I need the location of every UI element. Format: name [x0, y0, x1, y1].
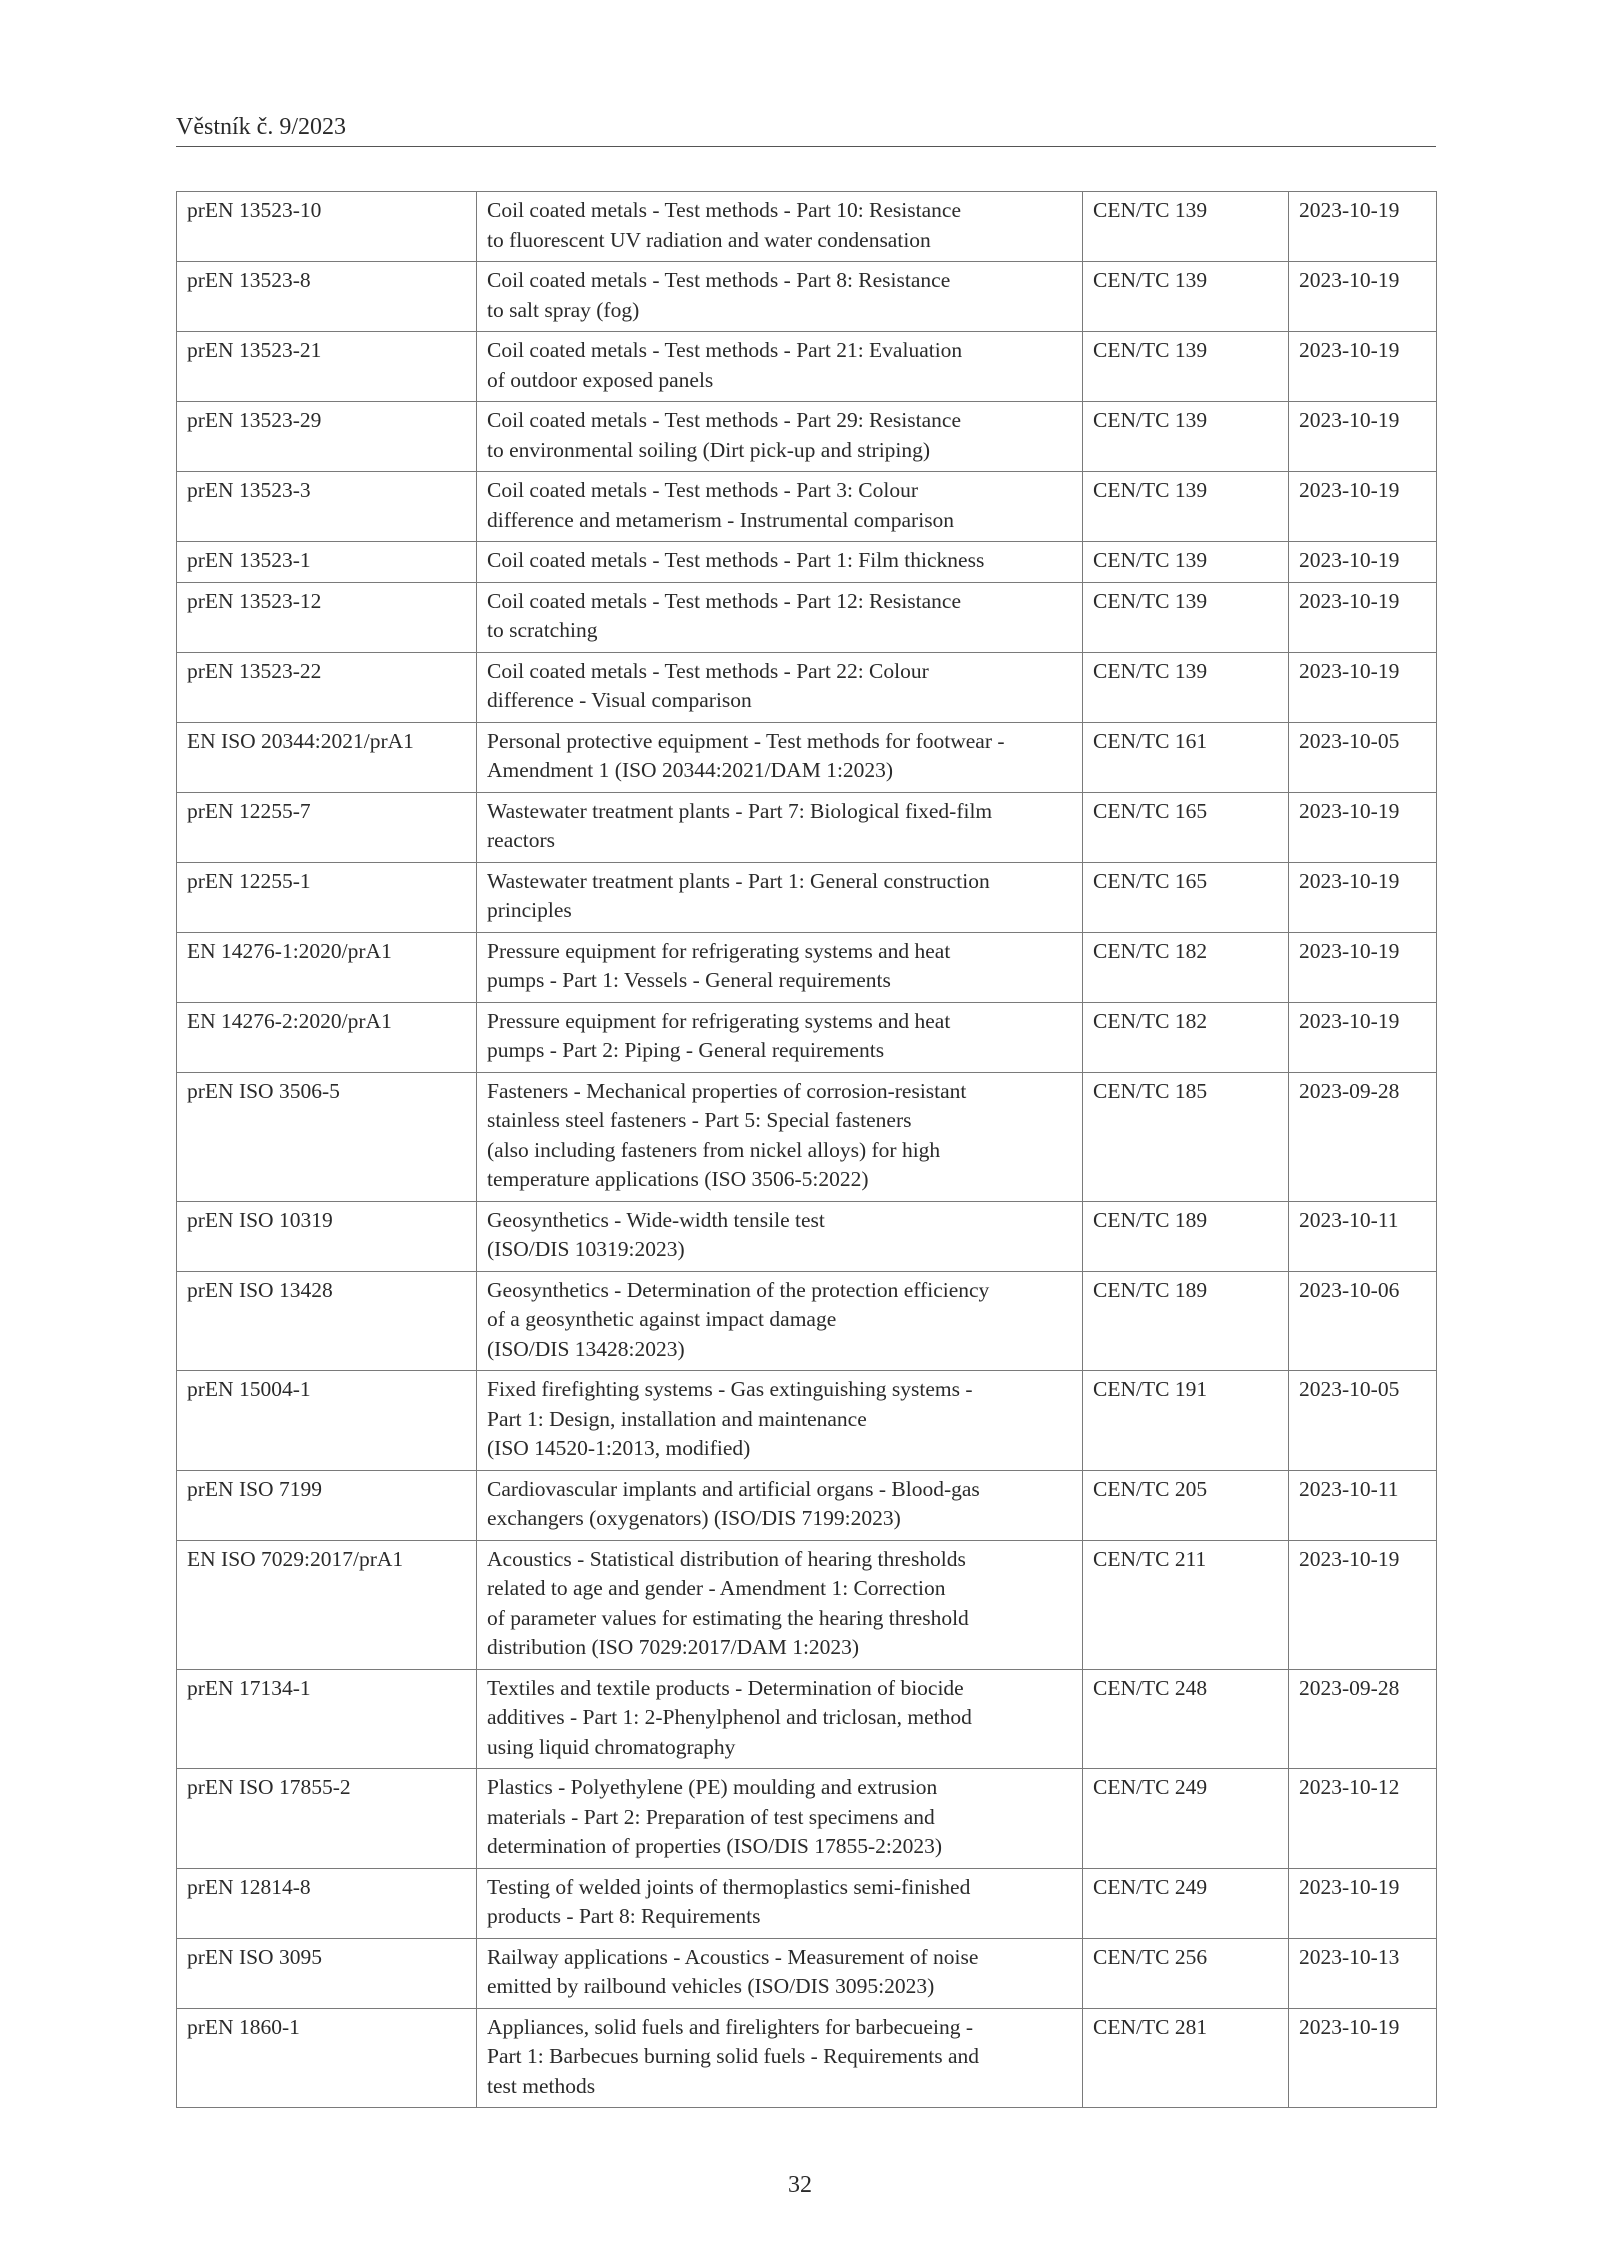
standard-title-cell — [477, 652, 1083, 722]
deadline-date-cell: 2023-10-13 — [1289, 1938, 1437, 2008]
standard-code-cell: prEN 17134-1 — [177, 1669, 477, 1769]
standard-code-cell: prEN 13523-12 — [177, 582, 477, 652]
standard-title-line: Cardiovascular implants and artificial organs - Blood-gas — [487, 1476, 980, 1501]
deadline-date-cell: 2023-10-19 — [1289, 402, 1437, 472]
standard-title-line: Pressure equipment for refrigerating systems and heat — [487, 938, 951, 963]
technical-committee-cell: CEN/TC 139 — [1083, 262, 1289, 332]
standard-title-line: Wastewater treatment plants - Part 7: Biological fixed-film — [487, 798, 993, 823]
standard-title-line: to scratching — [487, 618, 598, 642]
standard-code-cell: prEN 13523-1 — [177, 542, 477, 583]
table-row — [177, 1002, 1437, 1072]
table-row — [177, 1201, 1437, 1271]
table-row — [177, 1868, 1437, 1938]
standard-title-line: (ISO/DIS 10319:2023) — [487, 1237, 685, 1261]
table-row — [177, 1072, 1437, 1201]
deadline-date-cell: 2023-10-05 — [1289, 722, 1437, 792]
deadline-date-cell: 2023-10-19 — [1289, 1002, 1437, 1072]
standard-title-line: determination of properties (ISO/DIS 17855-2:2023) — [487, 1834, 942, 1858]
standard-title-line: Geosynthetics - Determination of the protection efficiency — [487, 1277, 990, 1302]
standard-code-cell: prEN ISO 17855-2 — [177, 1769, 477, 1869]
standard-title-line: temperature applications (ISO 3506-5:2022) — [487, 1167, 869, 1191]
standard-title-cell — [477, 1371, 1083, 1471]
table-row — [177, 192, 1437, 262]
deadline-date-cell: 2023-10-11 — [1289, 1201, 1437, 1271]
standard-code-cell: prEN 1860-1 — [177, 2008, 477, 2108]
technical-committee-cell: CEN/TC 139 — [1083, 652, 1289, 722]
standard-title-line: Part 1: Barbecues burning solid fuels - Requirements and — [487, 2044, 980, 2068]
standard-title-cell — [477, 862, 1083, 932]
page-number: 32 — [788, 2172, 812, 2198]
deadline-date-cell: 2023-09-28 — [1289, 1669, 1437, 1769]
standard-title-line: Personal protective equipment - Test methods for footwear - — [487, 728, 1005, 753]
table-row — [177, 1371, 1437, 1471]
table-row — [177, 2008, 1437, 2108]
standard-title-line: reactors — [487, 828, 556, 852]
standard-code-cell: prEN ISO 10319 — [177, 1201, 477, 1271]
standard-title-line: stainless steel fasteners - Part 5: Special fasteners — [487, 1108, 912, 1132]
technical-committee-cell: CEN/TC 139 — [1083, 192, 1289, 262]
table-row — [177, 402, 1437, 472]
deadline-date-cell: 2023-10-19 — [1289, 2008, 1437, 2108]
table-row — [177, 542, 1437, 583]
standard-title-line: Pressure equipment for refrigerating systems and heat — [487, 1008, 951, 1033]
standard-title-cell — [477, 722, 1083, 792]
standard-title-line: to salt spray (fog) — [487, 297, 640, 322]
table-row — [177, 1470, 1437, 1540]
standard-title-line: of outdoor exposed panels — [487, 367, 714, 392]
standard-title-cell — [477, 332, 1083, 402]
deadline-date-cell: 2023-10-19 — [1289, 472, 1437, 542]
standard-code-cell: prEN ISO 3506-5 — [177, 1072, 477, 1201]
technical-committee-cell: CEN/TC 182 — [1083, 932, 1289, 1002]
deadline-date-cell: 2023-10-19 — [1289, 262, 1437, 332]
standard-title-line: exchangers (oxygenators) (ISO/DIS 7199:2023) — [487, 1506, 901, 1530]
standard-code-cell: prEN 13523-8 — [177, 262, 477, 332]
deadline-date-cell: 2023-10-19 — [1289, 652, 1437, 722]
technical-committee-cell: CEN/TC 189 — [1083, 1201, 1289, 1271]
page-header: Věstník č. 9/2023 — [176, 112, 1436, 147]
standard-title-cell — [477, 1072, 1083, 1201]
standard-title-cell — [477, 582, 1083, 652]
standard-title-line: of parameter values for estimating the hearing threshold — [487, 1605, 969, 1630]
standard-title-line: Railway applications - Acoustics - Measurement of noise — [487, 1944, 979, 1969]
standard-title-line: pumps - Part 2: Piping - General requirements — [487, 1038, 885, 1062]
table-row — [177, 582, 1437, 652]
technical-committee-cell: CEN/TC 249 — [1083, 1769, 1289, 1869]
standard-title-cell — [477, 1002, 1083, 1072]
standard-title-cell — [477, 1470, 1083, 1540]
standard-title-line: Coil coated metals - Test methods - Part 29: Resistance — [487, 408, 961, 432]
standard-title-line: Coil coated metals - Test methods - Part 10: Resistance — [487, 198, 961, 222]
standard-title-cell — [477, 1201, 1083, 1271]
table-row — [177, 1540, 1437, 1669]
technical-committee-cell: CEN/TC 165 — [1083, 792, 1289, 862]
standard-code-cell: prEN 12255-1 — [177, 862, 477, 932]
standard-code-cell: prEN 13523-21 — [177, 332, 477, 402]
standard-title-cell — [477, 542, 1083, 583]
table-row — [177, 1669, 1437, 1769]
table-row — [177, 472, 1437, 542]
technical-committee-cell: CEN/TC 139 — [1083, 472, 1289, 542]
table-row — [177, 1769, 1437, 1869]
standard-title-line: Appliances, solid fuels and firelighters for barbecueing - — [487, 2014, 973, 2039]
standard-title-line: additives - Part 1: 2-Phenylphenol and triclosan, method — [487, 1705, 972, 1729]
standard-code-cell: prEN ISO 3095 — [177, 1938, 477, 2008]
standard-title-line: Coil coated metals - Test methods - Part 1: Film thickness — [487, 548, 985, 572]
table-row — [177, 652, 1437, 722]
standard-title-line: to fluorescent UV radiation and water condensation — [487, 227, 931, 252]
standard-title-line: using liquid chromatography — [487, 1734, 736, 1759]
deadline-date-cell: 2023-10-05 — [1289, 1371, 1437, 1471]
standard-code-cell: prEN 13523-3 — [177, 472, 477, 542]
deadline-date-cell: 2023-10-12 — [1289, 1769, 1437, 1869]
standard-title-line: (ISO/DIS 13428:2023) — [487, 1336, 685, 1361]
standard-title-line: (also including fasteners from nickel alloys) for high — [487, 1137, 941, 1162]
standard-code-cell: prEN 13523-22 — [177, 652, 477, 722]
standard-title-cell — [477, 1669, 1083, 1769]
technical-committee-cell: CEN/TC 161 — [1083, 722, 1289, 792]
standard-title-cell — [477, 262, 1083, 332]
standard-title-line: products - Part 8: Requirements — [487, 1904, 761, 1928]
technical-committee-cell: CEN/TC 185 — [1083, 1072, 1289, 1201]
standard-title-cell — [477, 932, 1083, 1002]
standard-title-line: (ISO 14520-1:2013, modified) — [487, 1436, 751, 1460]
standard-title-cell — [477, 402, 1083, 472]
standard-title-line: Coil coated metals - Test methods - Part 22: Colour — [487, 658, 929, 683]
standard-code-cell: EN 14276-2:2020/prA1 — [177, 1002, 477, 1072]
technical-committee-cell: CEN/TC 205 — [1083, 1470, 1289, 1540]
technical-committee-cell: CEN/TC 139 — [1083, 332, 1289, 402]
standard-title-cell — [477, 1271, 1083, 1371]
technical-committee-cell: CEN/TC 182 — [1083, 1002, 1289, 1072]
standard-title-cell — [477, 192, 1083, 262]
table-row — [177, 262, 1437, 332]
standard-title-line: Fasteners - Mechanical properties of corrosion-resistant — [487, 1078, 967, 1103]
standard-title-line: Coil coated metals - Test methods - Part 21: Evaluation — [487, 338, 963, 362]
technical-committee-cell: CEN/TC 256 — [1083, 1938, 1289, 2008]
standard-title-line: emitted by railbound vehicles (ISO/DIS 3095:2023) — [487, 1974, 935, 1998]
standard-title-line: to environmental soiling (Dirt pick-up and striping) — [487, 437, 931, 462]
deadline-date-cell: 2023-10-19 — [1289, 542, 1437, 583]
technical-committee-cell: CEN/TC 139 — [1083, 542, 1289, 583]
standard-title-line: Textiles and textile products - Determination of biocide — [487, 1675, 964, 1700]
deadline-date-cell: 2023-10-19 — [1289, 1868, 1437, 1938]
technical-committee-cell: CEN/TC 139 — [1083, 402, 1289, 472]
standard-code-cell: prEN ISO 7199 — [177, 1470, 477, 1540]
technical-committee-cell: CEN/TC 249 — [1083, 1868, 1289, 1938]
standard-title-line: Testing of welded joints of thermoplastics semi-finished — [487, 1874, 971, 1899]
table-row — [177, 862, 1437, 932]
standard-code-cell: prEN 15004-1 — [177, 1371, 477, 1471]
standard-title-line: Acoustics - Statistical distribution of hearing thresholds — [487, 1546, 966, 1571]
table-row — [177, 722, 1437, 792]
standard-code-cell: prEN 12255-7 — [177, 792, 477, 862]
standard-title-cell — [477, 1769, 1083, 1869]
standard-code-cell: prEN 12814-8 — [177, 1868, 477, 1938]
standard-code-cell: EN 14276-1:2020/prA1 — [177, 932, 477, 1002]
technical-committee-cell: CEN/TC 281 — [1083, 2008, 1289, 2108]
deadline-date-cell: 2023-10-19 — [1289, 582, 1437, 652]
standard-title-line: distribution (ISO 7029:2017/DAM 1:2023) — [487, 1635, 860, 1659]
technical-committee-cell: CEN/TC 139 — [1083, 582, 1289, 652]
deadline-date-cell: 2023-10-19 — [1289, 332, 1437, 402]
technical-committee-cell: CEN/TC 211 — [1083, 1540, 1289, 1669]
standard-title-line: Fixed firefighting systems - Gas extinguishing systems - — [487, 1377, 973, 1401]
standard-title-line: Geosynthetics - Wide-width tensile test — [487, 1207, 825, 1232]
technical-committee-cell: CEN/TC 191 — [1083, 1371, 1289, 1471]
standard-title-line: principles — [487, 898, 572, 922]
technical-committee-cell: CEN/TC 189 — [1083, 1271, 1289, 1371]
standard-title-line: related to age and gender - Amendment 1: Correction — [487, 1576, 946, 1600]
standard-title-line: Wastewater treatment plants - Part 1: General construction — [487, 868, 990, 893]
deadline-date-cell: 2023-10-19 — [1289, 1540, 1437, 1669]
standard-title-cell — [477, 792, 1083, 862]
standard-title-line: difference - Visual comparison — [487, 688, 752, 712]
standard-title-line: Part 1: Design, installation and maintenance — [487, 1406, 867, 1431]
standard-title-line: Coil coated metals - Test methods - Part 3: Colour — [487, 478, 919, 502]
standard-code-cell: EN ISO 7029:2017/prA1 — [177, 1540, 477, 1669]
standard-title-line: of a geosynthetic against impact damage — [487, 1307, 837, 1331]
standard-title-cell — [477, 472, 1083, 542]
standard-title-line: test methods — [487, 2073, 596, 2098]
deadline-date-cell: 2023-10-06 — [1289, 1271, 1437, 1371]
table-row — [177, 932, 1437, 1002]
standard-title-cell — [477, 1868, 1083, 1938]
standard-code-cell: EN ISO 20344:2021/prA1 — [177, 722, 477, 792]
standard-title-cell — [477, 1540, 1083, 1669]
standard-title-line: difference and metamerism - Instrumental comparison — [487, 507, 955, 532]
table-row — [177, 1271, 1437, 1371]
standard-title-line: Coil coated metals - Test methods - Part 12: Resistance — [487, 588, 961, 613]
table-row — [177, 792, 1437, 862]
deadline-date-cell: 2023-10-19 — [1289, 862, 1437, 932]
deadline-date-cell: 2023-10-11 — [1289, 1470, 1437, 1540]
standards-table-body — [177, 192, 1437, 2108]
standard-title-cell — [477, 1938, 1083, 2008]
standards-table — [176, 191, 1437, 2108]
technical-committee-cell: CEN/TC 165 — [1083, 862, 1289, 932]
standard-title-line: materials - Part 2: Preparation of test specimens and — [487, 1804, 935, 1829]
standard-title-cell — [477, 2008, 1083, 2108]
table-row — [177, 1938, 1437, 2008]
standard-code-cell: prEN 13523-10 — [177, 192, 477, 262]
table-row — [177, 332, 1437, 402]
standard-code-cell: prEN 13523-29 — [177, 402, 477, 472]
technical-committee-cell: CEN/TC 248 — [1083, 1669, 1289, 1769]
standard-title-line: Plastics - Polyethylene (PE) moulding and extrusion — [487, 1775, 938, 1799]
standard-title-line: Coil coated metals - Test methods - Part 8: Resistance — [487, 268, 951, 292]
deadline-date-cell: 2023-09-28 — [1289, 1072, 1437, 1201]
deadline-date-cell: 2023-10-19 — [1289, 932, 1437, 1002]
standard-title-line: pumps - Part 1: Vessels - General requirements — [487, 968, 891, 992]
deadline-date-cell: 2023-10-19 — [1289, 192, 1437, 262]
standard-code-cell: prEN ISO 13428 — [177, 1271, 477, 1371]
standard-title-line: Amendment 1 (ISO 20344:2021/DAM 1:2023) — [487, 758, 894, 782]
deadline-date-cell: 2023-10-19 — [1289, 792, 1437, 862]
